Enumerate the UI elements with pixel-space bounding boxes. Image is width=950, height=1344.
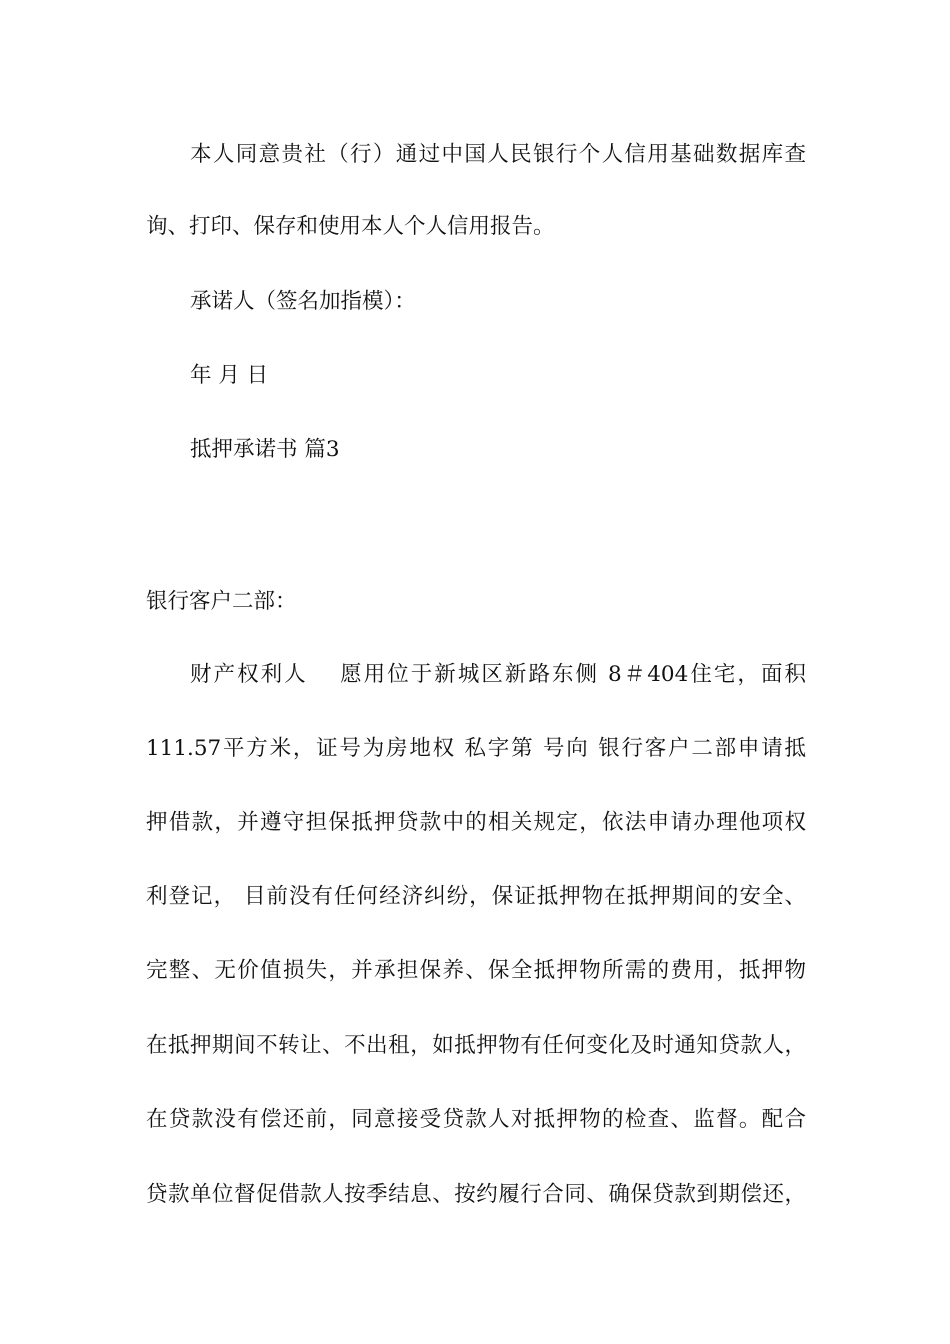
pledge-paragraph-line-1: 财产权利人 愿用位于新城区新路东侧 8＃404住宅，面积 xyxy=(190,662,806,687)
pledge-paragraph-line-8: 贷款单位督促借款人按季结息、按约履行合同、确保贷款到期偿还， xyxy=(146,1182,806,1207)
pledge-paragraph-line-3: 押借款，并遵守担保抵押贷款中的相关规定，依法申请办理他项权 xyxy=(146,810,806,835)
pledge-paragraph-line-7: 在贷款没有偿还前，同意接受贷款人对抵押物的检查、监督。配合 xyxy=(146,1107,806,1132)
signature-label: 承诺人（签名加指模）： xyxy=(190,289,416,314)
date-label: 年 月 日 xyxy=(190,363,269,388)
pledge-paragraph-line-2: 111.57平方米，证号为房地权 私字第 号向 银行客户二部申请抵 xyxy=(146,736,806,761)
addressee: 银行客户二部： xyxy=(146,589,297,614)
consent-paragraph-line-2: 询、打印、保存和使用本人个人信用报告。 xyxy=(146,214,555,239)
section-heading: 抵押承诺书 篇3 xyxy=(190,437,340,462)
pledge-paragraph-line-6: 在抵押期间不转让、不出租，如抵押物有任何变化及时通知贷款人， xyxy=(146,1033,806,1058)
pledge-paragraph-line-5: 完整、无价值损失，并承担保养、保全抵押物所需的费用，抵押物 xyxy=(146,958,806,983)
pledge-paragraph-line-4: 利登记， 目前没有任何经济纠纷，保证抵押物在抵押期间的安全、 xyxy=(146,884,806,909)
consent-paragraph-line-1: 本人同意贵社（行）通过中国人民银行个人信用基础数据库查 xyxy=(190,142,806,167)
